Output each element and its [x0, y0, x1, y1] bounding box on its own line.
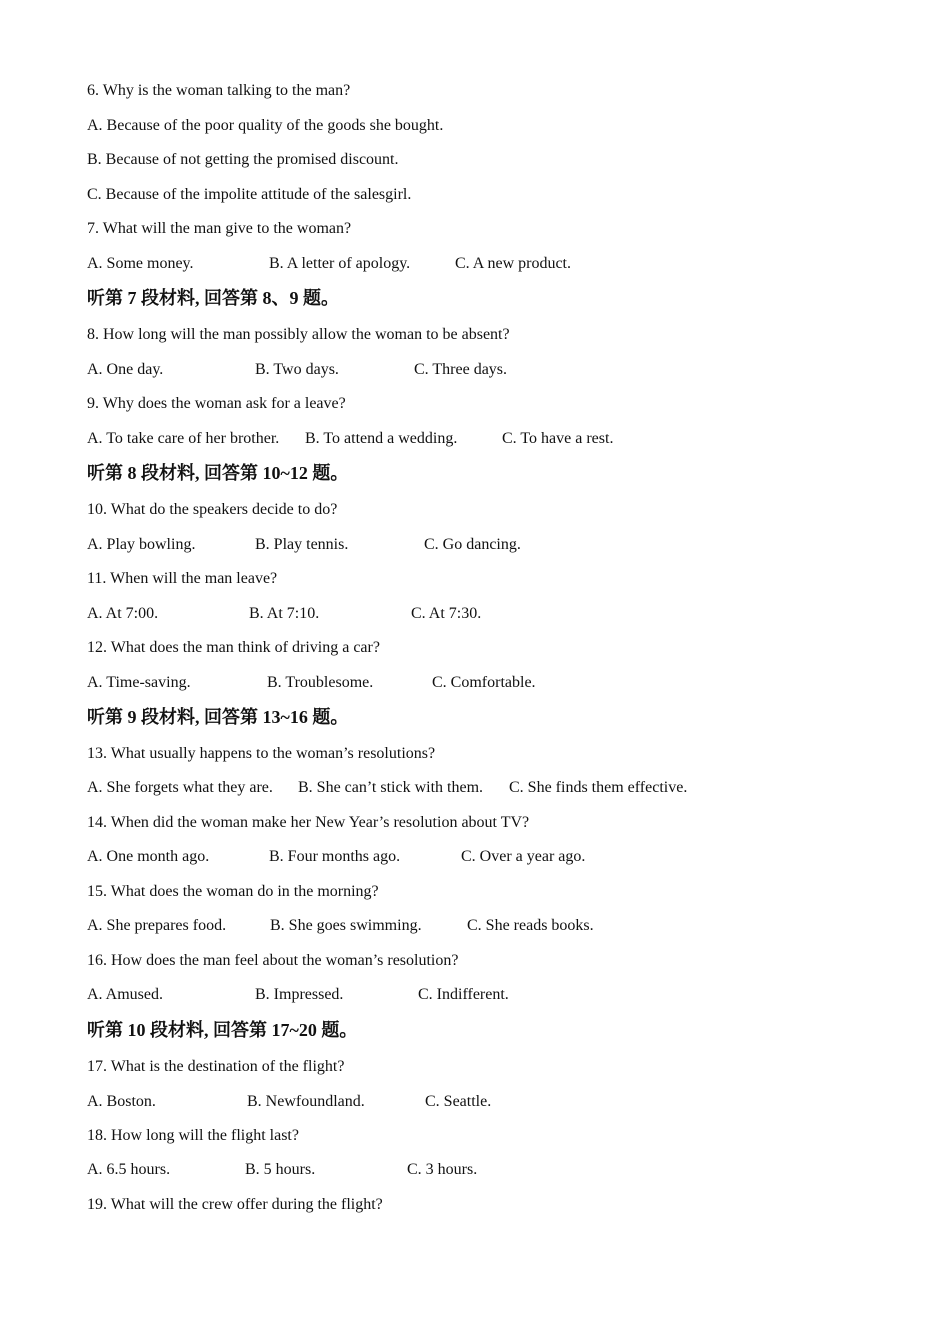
q14-option-b: B. Four months ago.	[269, 848, 401, 865]
q9-option-c: C. To have a rest.	[502, 430, 614, 447]
question-16: 16. How does the man feel about the woman’s resolution?	[87, 952, 459, 969]
q16-option-c: C. Indifferent.	[418, 986, 509, 1003]
q17-option-b: B. Newfoundland.	[247, 1093, 365, 1110]
question-15: 15. What does the woman do in the morning?	[87, 883, 379, 900]
q11-option-a: A. At 7:00.	[87, 605, 159, 622]
q7-option-a: A. Some money.	[87, 255, 194, 272]
q18-option-c: C. 3 hours.	[407, 1161, 478, 1178]
q14-option-a: A. One month ago.	[87, 848, 210, 865]
q12-option-a: A. Time-saving.	[87, 674, 191, 691]
q18-option-b: B. 5 hours.	[245, 1161, 316, 1178]
section-heading-9: 听第 9 段材料, 回答第 13~16 题。	[87, 707, 349, 727]
q10-option-a: A. Play bowling.	[87, 536, 196, 553]
q18-option-a: A. 6.5 hours.	[87, 1161, 171, 1178]
question-12: 12. What does the man think of driving a car?	[87, 639, 380, 656]
q9-option-b: B. To attend a wedding.	[305, 430, 458, 447]
question-10: 10. What do the speakers decide to do?	[87, 501, 338, 518]
q14-option-c: C. Over a year ago.	[461, 848, 586, 865]
q11-option-b: B. At 7:10.	[249, 605, 320, 622]
q16-option-a: A. Amused.	[87, 986, 163, 1003]
q15-option-b: B. She goes swimming.	[270, 917, 422, 934]
q17-option-a: A. Boston.	[87, 1093, 156, 1110]
q13-option-a: A. She forgets what they are.	[87, 779, 273, 796]
q6-option-a: A. Because of the poor quality of the goods she bought.	[87, 117, 444, 134]
q15-option-a: A. She prepares food.	[87, 917, 227, 934]
q12-option-c: C. Comfortable.	[432, 674, 536, 691]
q8-option-a: A. One day.	[87, 361, 164, 378]
question-7: 7. What will the man give to the woman?	[87, 220, 352, 237]
question-11: 11. When will the man leave?	[87, 570, 278, 587]
section-heading-8: 听第 8 段材料, 回答第 10~12 题。	[87, 463, 349, 483]
question-8: 8. How long will the man possibly allow the woman to be absent?	[87, 326, 510, 343]
q13-option-b: B. She can’t stick with them.	[298, 779, 484, 796]
q6-option-b: B. Because of not getting the promised discount.	[87, 151, 399, 168]
question-14: 14. When did the woman make her New Year’s resolution about TV?	[87, 814, 530, 831]
q10-option-b: B. Play tennis.	[255, 536, 349, 553]
q17-option-c: C. Seattle.	[425, 1093, 492, 1110]
q6-option-c: C. Because of the impolite attitude of the salesgirl.	[87, 186, 412, 203]
q7-option-b: B. A letter of apology.	[269, 255, 411, 272]
q16-option-b: B. Impressed.	[255, 986, 344, 1003]
question-9: 9. Why does the woman ask for a leave?	[87, 395, 346, 412]
question-18: 18. How long will the flight last?	[87, 1127, 299, 1144]
question-6: 6. Why is the woman talking to the man?	[87, 82, 351, 99]
q11-option-c: C. At 7:30.	[411, 605, 482, 622]
question-17: 17. What is the destination of the flight?	[87, 1058, 345, 1075]
q8-option-c: C. Three days.	[414, 361, 508, 378]
section-heading-10: 听第 10 段材料, 回答第 17~20 题。	[87, 1020, 358, 1040]
q10-option-c: C. Go dancing.	[424, 536, 521, 553]
q7-option-c: C. A new product.	[455, 255, 571, 272]
q12-option-b: B. Troublesome.	[267, 674, 374, 691]
q9-option-a: A. To take care of her brother.	[87, 430, 280, 447]
section-heading-7: 听第 7 段材料, 回答第 8、9 题。	[87, 288, 339, 308]
question-13: 13. What usually happens to the woman’s resolutions?	[87, 745, 436, 762]
q8-option-b: B. Two days.	[255, 361, 339, 378]
q13-option-c: C. She finds them effective.	[509, 779, 688, 796]
question-19: 19. What will the crew offer during the flight?	[87, 1196, 383, 1213]
q15-option-c: C. She reads books.	[467, 917, 594, 934]
